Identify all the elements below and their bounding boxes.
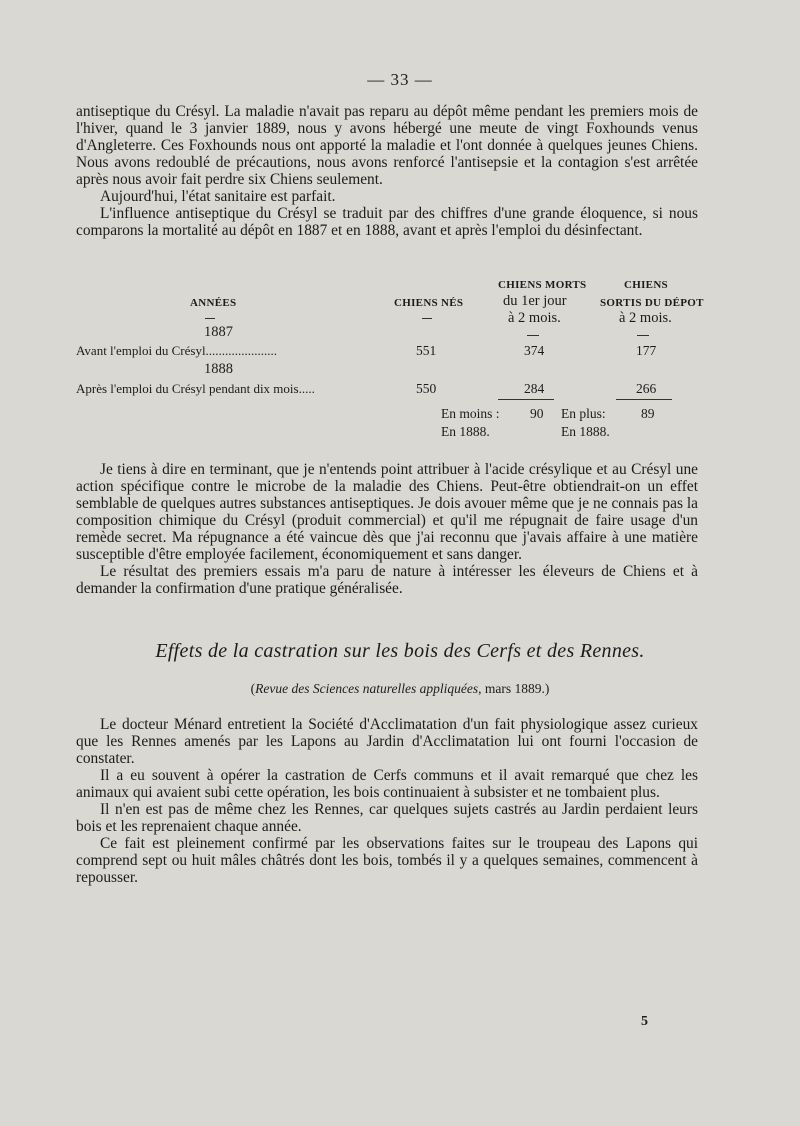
paragraph: Ce fait est pleinement confirmé par les observations faites sur le troupeau des Lapons qui comprend sept ou huit mâles châtrés dont les bois, tombés il y a quelques semaines, commencent à repousser. <box>76 835 698 886</box>
cell-nes-1887: 551 <box>416 343 437 358</box>
paragraph: Le résultat des premiers essais m'a paru de nature à intéresser les éleveurs de Chiens et à demander la confirmation d'une pratique généralisée. <box>76 563 698 597</box>
paragraph: Le docteur Ménard entretient la Société d'Acclimatation d'un fait physiologique assez curieux que les Rennes amenés par les Lapons au Jardin d'Acclimatation lui ont fourni l'occasion de constater. <box>76 716 698 767</box>
source-open: ( <box>250 681 256 696</box>
row-label-avant: Avant l'emploi du Crésyl...................... <box>76 343 278 358</box>
cell-morts-1888: 284 <box>524 381 545 396</box>
page-number: — 33 — <box>367 70 433 89</box>
col-header-sortis-line1: CHIENS <box>624 279 668 291</box>
diff-moins-label: En moins : <box>441 406 500 421</box>
diff-moins-value: 90 <box>530 406 544 421</box>
col-header-morts-line1: CHIENS MORTS <box>498 279 587 291</box>
paragraph: antiseptique du Crésyl. La maladie n'avait pas reparu au dépôt même pendant les premiers mois de l'hiver, quand le 3 janvier 1889, nous y avons hébergé une meute de vingt Foxhounds venus d'Angleterre. Ces Foxhounds nous ont apporté la maladie et l'ont donnée à quelques jeunes Chiens. Nous avons redoublé de précautions, nous avons renforcé l'antisepsie et la contagion s'est arrêtée après nous avoir fait perdre six Chiens seulement. <box>76 103 698 188</box>
table-rule <box>498 399 554 400</box>
col-header-morts-line3: à 2 mois. <box>508 310 561 326</box>
section-title: Effets de la castration sur les bois des Cerfs et des Rennes. <box>155 640 645 662</box>
source-journal: Revue des Sciences naturelles appliquées <box>255 681 479 696</box>
intro-text <box>76 103 698 239</box>
table-rule <box>527 335 539 336</box>
cell-sortis-1887: 177 <box>636 343 657 358</box>
year-1887: 1887 <box>204 324 233 340</box>
article-text <box>76 716 698 886</box>
paragraph: Aujourd'hui, l'état sanitaire est parfait. <box>100 188 336 205</box>
section-source <box>0 681 800 697</box>
table-rule <box>205 318 215 319</box>
paragraph: Il n'en est pas de même chez les Rennes, car quelques sujets castrés au Jardin perdaient leurs bois et les reprenaient chaque année. <box>76 801 698 835</box>
cell-nes-1888: 550 <box>416 381 437 396</box>
year-1888: 1888 <box>204 361 233 377</box>
col-header-chiens-nes: CHIENS NÉS <box>394 297 464 309</box>
col-header-sortis-line3: à 2 mois. <box>619 310 672 326</box>
table-rule <box>422 318 432 319</box>
diff-plus-value: 89 <box>641 406 655 421</box>
paragraph: L'influence antiseptique du Crésyl se traduit par des chiffres d'une grande éloquence, si nous comparons la mortalité au dépôt en 1887 et en 1888, avant et après l'emploi du désinfectant. <box>76 205 698 239</box>
cell-sortis-1888: 266 <box>636 381 657 396</box>
source-date: , mars 1889.) <box>478 681 550 696</box>
conclusion-text <box>76 461 698 597</box>
signature-number: 5 <box>641 1014 648 1029</box>
row-label-apres: Après l'emploi du Crésyl pendant dix mois..... <box>76 381 315 396</box>
col-header-sortis-line2: SORTIS DU DÉPOT <box>600 297 704 309</box>
diff-plus-year: En 1888. <box>561 424 610 439</box>
diff-moins-year: En 1888. <box>441 424 490 439</box>
col-header-morts-line2: du 1er jour <box>503 293 567 309</box>
paragraph: Il a eu souvent à opérer la castration de Cerfs communs et il avait remarqué que chez les animaux qui avaient subi cette opération, les bois continuaient à subsister et ne tombaient plus. <box>76 767 698 801</box>
diff-plus-label: En plus: <box>561 406 606 421</box>
table-rule <box>637 335 649 336</box>
paragraph: Je tiens à dire en terminant, que je n'entends point attribuer à l'acide crésylique et au Crésyl une action spécifique contre le microbe de la maladie des Chiens. Peut-être obtiendrait-on un effet semblable de quelques autres substances antiseptiques. Je dois avouer même que je ne connais pas la composition chimique du Crésyl (produit commercial) et qu'il me répugnait de faire usage d'un remède secret. Ma répugnance a été vaincue dès que j'ai reconnu que j'avais affaire à une matière susceptible d'être employée facilement, économiquement et sans danger. <box>76 461 698 563</box>
col-header-annees: ANNÉES <box>190 297 237 309</box>
table-rule <box>616 399 672 400</box>
cell-morts-1887: 374 <box>524 343 545 358</box>
